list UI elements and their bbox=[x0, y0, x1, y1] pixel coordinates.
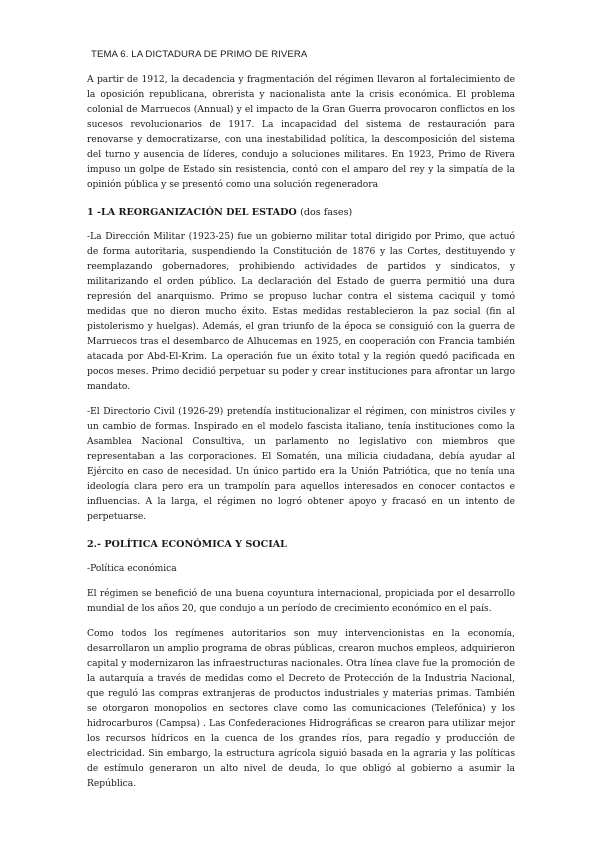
section-2-subheading: -Política económica bbox=[87, 564, 177, 574]
section-1-heading-note: (dos fases) bbox=[300, 207, 353, 218]
economy-paragraph-2: Como todos los regímenes autoritarios son muy intervencionistas en la economía, desarrollaron un amplio programa de obras públicas, crearon muchos empleos, adquirieron capital y modernizaron las infraestructuras nacionales. Otra línea clave fue la promoción de la autarquía a través de medidas como el Decreto de Protección de la Industria Nacional, que reguló las compras extranjeras de productos industriales y materias primas. También se otorgaron monopolios en sectores clave como las comunicaciones (Telefónica) y los hidrocarburos (Campsa) . Las Confederaciones Hidrográficas se crearon para utilizar mejor los recursos hídricos en la cuenca de los grandes ríos, para regadío y producción de electricidad. Sin embargo, la estructura agrícola siguió basada en la agraria y las políticas de estímulo generaron un alto nivel de deuda, lo que obligó al gobierno a asumir la República. bbox=[87, 629, 515, 789]
document-title: TEMA 6. LA DICTADURA DE PRIMO DE RIVERA bbox=[91, 49, 308, 60]
intro-paragraph: A partir de 1912, la decadencia y fragmentación del régimen llevaron al fortalecimiento de la oposición republicana, obrerista y nacionalista ante la crisis económica. El problema colonial de Marruecos (Annual) y el impacto de la Gran Guerra provocaron conflictos en los sucesos revolucionarios de 1917. La incapacidad del sistema de restauración para renovarse y democratizarse, con una inestabilidad política, la descomposición del sistema del turno y ausencia de líderes, condujo a soluciones militares. En 1923, Primo de Rivera impuso un golpe de Estado sin resistencia, contó con el amparo del rey y la simpatía de la opinión pública y se presentó como una solución regeneradora bbox=[87, 75, 515, 190]
economy-paragraph-1: El régimen se benefició de una buena coyuntura internacional, propiciada por el desarrollo mundial de los años 20, que condujo a un período de crecimiento económico en el país. bbox=[87, 589, 515, 614]
directorio-civil-paragraph: -El Directorio Civil (1926-29) pretendía institucionalizar el régimen, con ministros civiles y un cambio de formas. Inspirado en el modelo fascista italiano, tenía instituciones como la Asamblea Nacional Consultiva, un parlamento no legislativo con miembros que representaban a las corporaciones. El Somatén, una milicia ciudadana, debía ayudar al Ejército en caso de necesidad. Un único partido era la Unión Patriótica, que no tenía una ideología clara pero era un trampolín para aquellos interesados en conocer contactos e influencias. A la larga, el régimen no logró obtener apoyo y fracasó en un intento de perpetuarse. bbox=[87, 407, 515, 522]
direccion-militar-paragraph: -La Dirección Militar (1923-25) fue un gobierno militar total dirigido por Primo, que actuó de forma autoritaria, suspendiendo la Constitución de 1876 y las Cortes, destituyendo y reemplazando gobernadores, prohibiendo actividades de partidos y sindicatos, y militarizando el orden público. La declaración del Estado de guerra permitió una dura represión del anarquismo. Primo se propuso luchar contra el sistema caciquil y tomó medidas que no dieron mucho éxito. Estas medidas restablecieron la paz social (fin al pistolerismo y huelgas). Además, el gran triunfo de la época se consiguió con la guerra de Marruecos tras el desembarco de Alhucemas en 1925, en cooperación con Francia también atacada por Abd-El-Krim. La operación fue un éxito total y la región quedó pacificada en pocos meses. Primo decidió perpetuar su poder y crear instituciones para afrontar un largo mandato. bbox=[87, 232, 515, 392]
document-page bbox=[87, 49, 515, 792]
section-2-heading: 2.- POLÍTICA ECONÓMICA Y SOCIAL bbox=[87, 539, 287, 550]
section-1-heading-text: 1 -LA REORGANIZACIÓN DEL ESTADO bbox=[87, 207, 297, 218]
section-1-heading bbox=[87, 205, 515, 220]
